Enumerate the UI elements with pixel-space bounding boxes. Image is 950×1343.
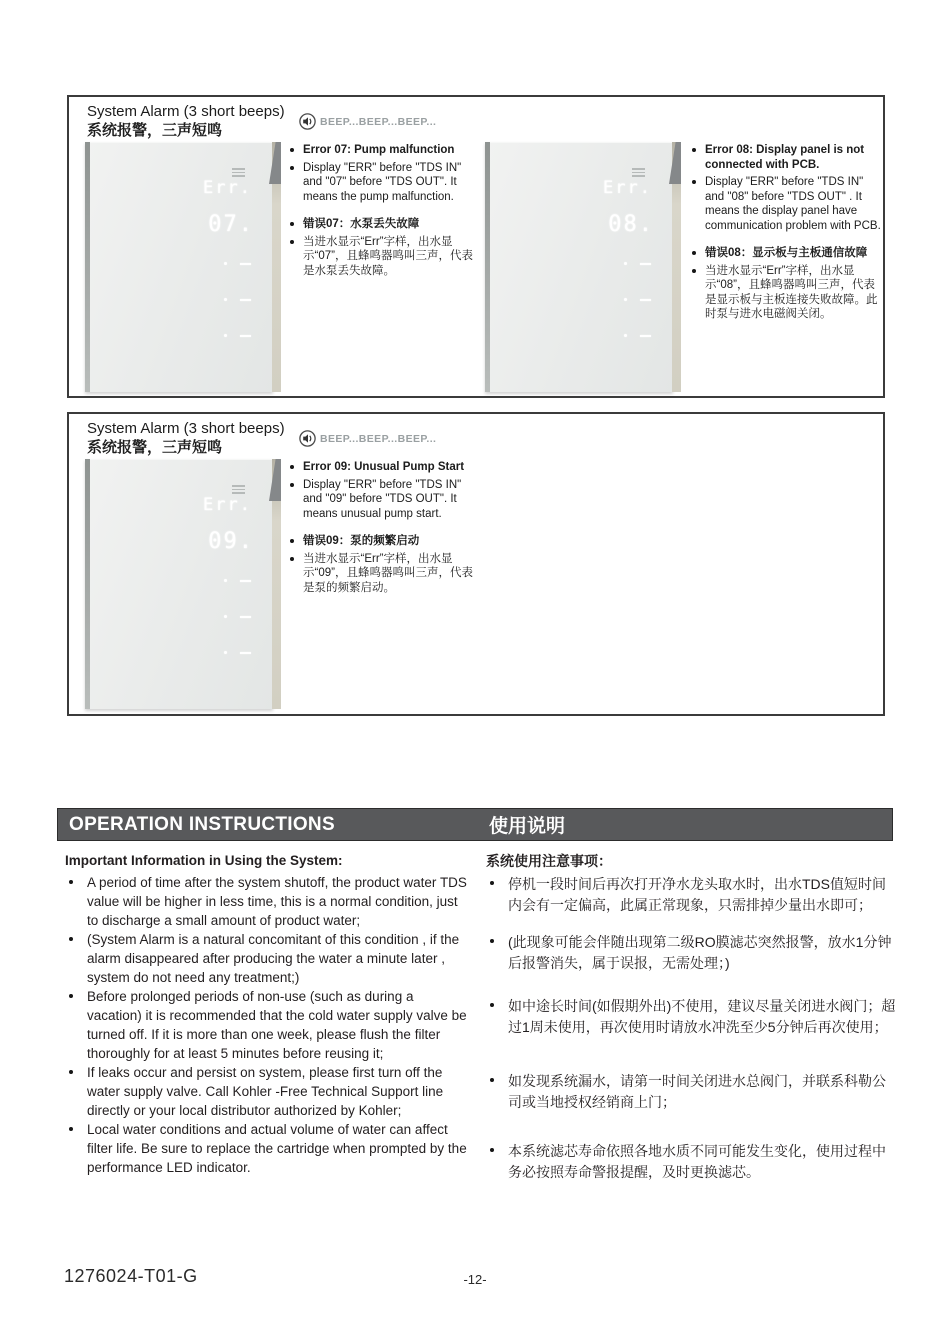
filter-indicator [224, 615, 251, 618]
alarm-title-en: System Alarm (3 short beeps) [87, 420, 285, 437]
operation-instructions-header-bar [57, 808, 893, 841]
operation-instructions-english [65, 851, 467, 1177]
display-error-code: 08. [608, 212, 654, 237]
error-title-en: Error 08: Display panel is not connected with PCB. [705, 144, 865, 171]
filter-indicator [224, 262, 251, 265]
op-heading-en: Important Information in Using the System: [65, 853, 343, 868]
display-unit-label [232, 485, 245, 496]
error-title-en: Error 09: Unusual Pump Start [303, 461, 465, 473]
panel-face [85, 459, 273, 709]
filter-indicator [224, 298, 251, 301]
list-item: 如发现系统漏水，请第一时间关闭进水总阀门，并联系科勒公司或当地授权经销商上门； [486, 1071, 898, 1112]
list-item: (System Alarm is a natural concomitant of this condition , if the alarm disappeared after producing the water a minute later , system do not need any treatment;) [65, 930, 467, 987]
display-err-text: Err. [203, 495, 252, 515]
section-title-en: OPERATION INSTRUCTIONS [69, 813, 335, 835]
error-body-en: Display "ERR" before "TDS IN" and "08" before "TDS OUT" . It means the display panel have communication problem with PCB. [705, 176, 881, 232]
beep-indicator [299, 430, 436, 447]
error-body-en: Display "ERR" before "TDS IN" and "09" before "TDS OUT". It means unusual pump start. [303, 478, 462, 520]
alarm-title-zh: 系统报警，三声短鸣 [87, 439, 223, 456]
system-alarm-box-1 [67, 95, 885, 398]
error-07-description [288, 143, 482, 281]
error-title-en: Error 07: Pump malfunction [303, 144, 455, 156]
alarm-title-zh: 系统报警，三声短鸣 [87, 122, 223, 139]
error-body-zh: 当进水显示“Err”字样，出水显示“07”，且蜂鸣器鸣叫三声，代表是水泵丢失故障。 [303, 235, 473, 277]
op-bullet-list-zh [486, 874, 898, 1182]
display-unit-label [632, 168, 645, 179]
error-body-zh: 当进水显示“Err”字样，出水显示“09”，且蜂鸣器鸣叫三声，代表是泵的频繁启动。 [303, 552, 473, 594]
display-err-text: Err. [203, 178, 252, 198]
section-title-zh: 使用说明 [489, 816, 566, 837]
panel-face [85, 142, 273, 392]
panel-side-edge [672, 142, 681, 392]
filter-indicator [224, 651, 251, 654]
error-title-zh: 错误09：泵的频繁启动 [303, 535, 420, 547]
beep-indicator [299, 113, 436, 130]
system-alarm-box-2 [67, 412, 885, 716]
speaker-icon [299, 113, 316, 130]
beep-label: BEEP...BEEP...BEEP... [320, 432, 437, 445]
alarm-box-title [87, 103, 285, 140]
list-item: Before prolonged periods of non-use (such as during a vacation) it is recommended that the cold water supply valve be turned off. If it is more than one week, please flush the filter thoroughly for at least 5 minutes before reusing it; [65, 987, 467, 1063]
panel-face [485, 142, 673, 392]
list-item: 本系统滤芯寿命依照各地水质不同可能发生变化，使用过程中务必按照寿命警报提醒，及时更换滤芯。 [486, 1141, 898, 1182]
list-item: If leaks occur and persist on system, please first turn off the water supply valve. Call Kohler -Free Technical Support line directly or your local distributor authorized by Kohler; [65, 1063, 467, 1120]
page-number: -12- [463, 1272, 487, 1287]
beep-label: BEEP...BEEP...BEEP... [320, 115, 437, 128]
list-item: (此现象可能会伴随出现第二级RO膜滤芯突然报警，放水1分钟后报警消失，属于误报，无需处理；) [486, 932, 898, 973]
filter-indicator [224, 579, 251, 582]
display-unit-label [232, 168, 245, 179]
panel-side-edge [272, 459, 281, 709]
filter-indicator [224, 334, 251, 337]
alarm-title-en: System Alarm (3 short beeps) [87, 103, 285, 120]
error-title-zh: 错误07：水泵丢失故障 [303, 218, 420, 230]
purifier-front-panel-err08 [485, 142, 681, 392]
filter-indicator [624, 262, 651, 265]
display-error-code: 09. [208, 529, 254, 554]
op-heading-zh: 系统使用注意事项： [486, 853, 612, 869]
error-body-en: Display "ERR" before "TDS IN" and "07" before "TDS OUT". It means the pump malfunction. [303, 161, 462, 203]
display-error-code: 07. [208, 212, 254, 237]
speaker-icon [299, 430, 316, 447]
purifier-front-panel-err07 [85, 142, 281, 392]
op-bullet-list-en [65, 873, 467, 1177]
error-08-description [690, 143, 884, 325]
list-item: A period of time after the system shutoff, the product water TDS value will be higher in less time, this is a normal condition, just to discharge a small amount of product water; [65, 873, 467, 930]
error-09-description [288, 460, 482, 598]
panel-side-edge [272, 142, 281, 392]
document-number: 1276024-T01-G [64, 1266, 198, 1286]
error-title-zh: 错误08：显示板与主板通信故障 [705, 247, 868, 259]
filter-indicator [624, 298, 651, 301]
operation-instructions-chinese [486, 851, 898, 1182]
purifier-front-panel-err09 [85, 459, 281, 709]
filter-indicator [624, 334, 651, 337]
list-item: Local water conditions and actual volume of water can affect filter life. Be sure to replace the cartridge when prompted by the performance LED indicator. [65, 1120, 467, 1177]
display-err-text: Err. [603, 178, 652, 198]
list-item: 停机一段时间后再次打开净水龙头取水时，出水TDS值短时间内会有一定偏高，此属正常现象，只需排掉少量出水即可； [486, 874, 898, 915]
error-body-zh: 当进水显示“Err”字样，出水显示“08”，且蜂鸣器鸣叫三声，代表是显示板与主板连接失败故障。此时泵与进水电磁阀关闭。 [705, 264, 878, 320]
list-item: 如中途长时间(如假期外出)不使用，建议尽量关闭进水阀门；超过1周未使用，再次使用时请放水冲洗至少5分钟后再次使用； [486, 996, 898, 1037]
alarm-box-title [87, 420, 285, 457]
